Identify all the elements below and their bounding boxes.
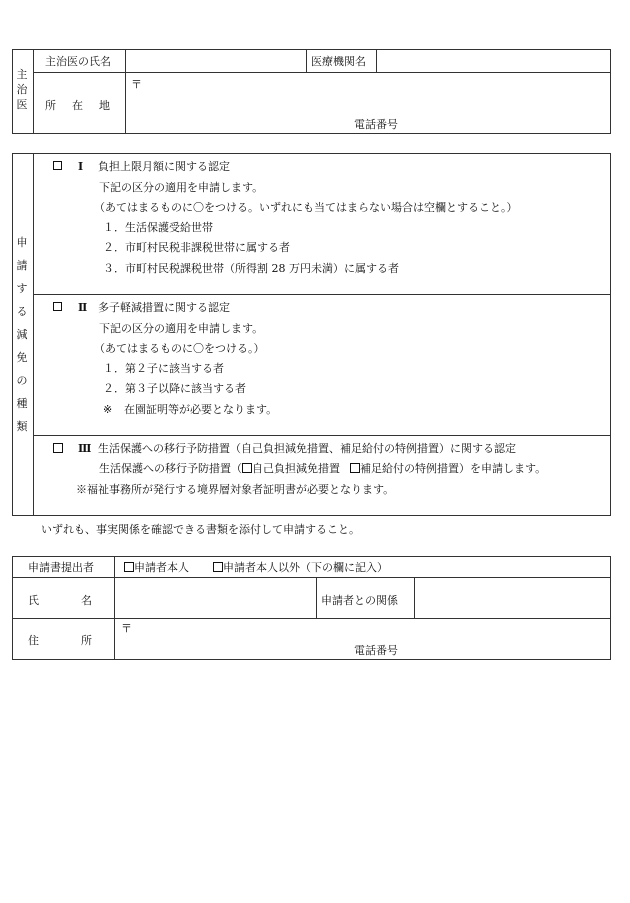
doctor-institution-divider-right xyxy=(376,49,377,72)
section3-line1: 生活保護への移行予防措置（ 自己負担減免措置 補足給付の特例措置）を申請します。 xyxy=(99,462,547,475)
section2-title: 多子軽減措置に関する認定 xyxy=(98,301,230,314)
submitter-label: 申請書提出者 xyxy=(28,561,94,574)
reduction-side-divider xyxy=(33,153,34,516)
submitter-options xyxy=(124,561,388,575)
submitter-self-checkbox[interactable] xyxy=(124,562,134,572)
submitter-name-label: 氏 名 xyxy=(28,594,92,607)
submitter-self-label: 申請者本人 xyxy=(134,561,189,574)
section1-item-2[interactable]: ２．市町村民税非課税世帯に属する者 xyxy=(103,241,290,254)
submitter-relation-field[interactable] xyxy=(416,579,608,616)
section3-checkbox[interactable] xyxy=(53,443,63,453)
submitter-row-divider-2 xyxy=(12,618,611,619)
submitter-address-label: 住 所 xyxy=(28,634,92,647)
doctor-institution-field[interactable] xyxy=(378,51,608,70)
submitter-name-field[interactable] xyxy=(116,579,314,616)
doctor-institution-divider-left xyxy=(306,49,307,72)
section3-option1-checkbox[interactable] xyxy=(242,463,252,473)
reduction-divider-1 xyxy=(33,294,611,295)
doctor-side-divider xyxy=(33,49,34,134)
section2-note-mark: ※ xyxy=(103,403,113,416)
doctor-institution-label: 医療機関名 xyxy=(311,55,366,68)
section1-item-1[interactable]: １．生活保護受給世帯 xyxy=(103,221,213,234)
section3-numeral: Ⅲ xyxy=(78,442,92,455)
reduction-side-label: 申 請 す る 減 免 の 種 類 xyxy=(16,236,28,433)
section2-line2: （あてはまるものに〇をつける。） xyxy=(94,342,265,355)
section3-option1-label: 自己負担減免措置 xyxy=(252,462,340,475)
section2-line1: 下記の区分の適用を申請します。 xyxy=(99,322,264,335)
section2-checkbox[interactable] xyxy=(53,302,62,311)
section2-item-2[interactable]: ２．第３子以降に該当する者 xyxy=(103,382,246,395)
section3-option2-checkbox[interactable] xyxy=(350,463,360,473)
section1-line1: 下記の区分の適用を申請します。 xyxy=(99,181,264,194)
doctor-postal-mark: 〒 xyxy=(131,78,142,91)
doctor-side-label: 主 治 医 xyxy=(16,68,28,111)
section2-note: 在園証明等が必要となります。 xyxy=(124,403,278,416)
submitter-address-field[interactable] xyxy=(136,620,606,644)
submitter-relation-label: 申請者との関係 xyxy=(321,594,398,607)
submitter-relation-divider-right xyxy=(414,577,415,618)
attachment-note: いずれも、事実関係を確認できる書類を添付して申請すること。 xyxy=(41,523,360,536)
submitter-other-label: 申請者本人以外（下の欄に記入） xyxy=(223,561,388,574)
section2-item-1[interactable]: １．第２子に該当する者 xyxy=(103,362,224,375)
doctor-address-field[interactable] xyxy=(145,76,605,116)
doctor-name-label: 主治医の氏名 xyxy=(45,55,111,68)
doctor-phone-label: 電話番号 xyxy=(354,118,398,131)
section3-note: ※福祉事務所が発行する境界層対象者証明書が必要となります。 xyxy=(76,483,395,496)
submitter-other-checkbox[interactable] xyxy=(213,562,223,572)
section1-line2: （あてはまるものに〇をつける。いずれにも当てはまらない場合は空欄とすること。） xyxy=(94,201,518,214)
section1-numeral: Ⅰ xyxy=(78,160,84,173)
submitter-relation-divider-left xyxy=(316,577,317,618)
section3-title: 生活保護への移行予防措置（自己負担減免措置、補足給付の特例措置）に関する認定 xyxy=(98,442,516,455)
section1-item-3[interactable]: ３．市町村民税課税世帯（所得割 28 万円未満）に属する者 xyxy=(103,262,399,275)
section2-numeral: Ⅱ xyxy=(78,301,88,314)
section1-checkbox[interactable] xyxy=(53,161,62,170)
submitter-postal-mark: 〒 xyxy=(121,622,132,635)
doctor-label-divider xyxy=(125,49,126,134)
reduction-divider-2 xyxy=(33,435,611,436)
doctor-name-field[interactable] xyxy=(127,51,304,70)
section3-option2-label: 補足給付の特例措置 xyxy=(360,462,459,475)
submitter-label-divider xyxy=(114,556,115,660)
submitter-phone-label: 電話番号 xyxy=(354,644,398,657)
section1-title: 負担上限月額に関する認定 xyxy=(98,160,230,173)
submitter-row-divider-1 xyxy=(12,577,611,578)
doctor-row-divider xyxy=(33,72,611,73)
doctor-address-label: 所 在 地 xyxy=(45,99,110,112)
